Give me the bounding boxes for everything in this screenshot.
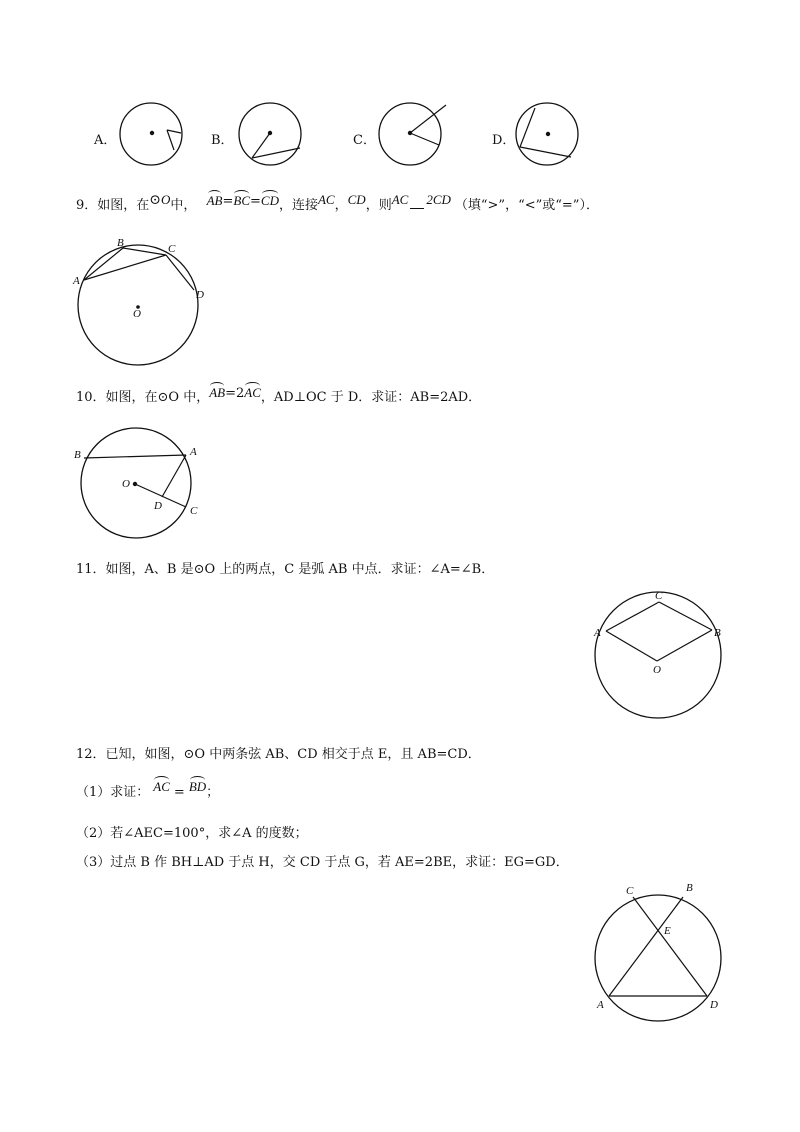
arc-cd: CD: [260, 193, 279, 208]
point-a-label: A: [597, 999, 604, 1011]
q9-text: [76, 192, 599, 214]
comma: ，: [334, 198, 348, 213]
option-d-label: D．: [492, 133, 516, 148]
q10-text: [76, 385, 482, 406]
point-b-label: B: [714, 627, 721, 639]
part1-prefix: （1）求证：: [76, 785, 150, 800]
option-c-label: C．: [353, 133, 376, 148]
option-a-label: A．: [94, 133, 117, 148]
q10-text-part: 10．如图，在⊙O 中，: [76, 390, 210, 405]
option-a-figure: [118, 100, 188, 170]
q9-text-part: 中，: [170, 198, 197, 213]
arc-ac: AC: [153, 779, 170, 794]
point-a-label: A: [190, 446, 197, 458]
q9-figure: [70, 238, 215, 368]
point-d-label: D: [154, 500, 162, 512]
circle-name: O: [161, 192, 171, 207]
point-c-label: C: [655, 590, 663, 602]
arc-ab: AB: [206, 193, 223, 208]
equals-sign: =: [250, 194, 261, 209]
option-b-figure: [236, 100, 306, 170]
q12-part3: （3）过点 B 作 BH⊥AD 于点 H，交 CD 于点 G，若 AE=2BE，求证：EG=GD．: [76, 855, 569, 870]
arc-bd: BD: [188, 779, 207, 794]
point-d-label: D: [710, 999, 718, 1011]
answer-blank[interactable]: [410, 208, 424, 209]
point-b-label: B: [117, 237, 124, 249]
q12-part2: （2）若∠AEC=100°，求∠A 的度数；: [76, 826, 308, 841]
option-c-figure: [376, 100, 456, 170]
q12-text: 12．已知，如图，⊙O 中两条弦 AB、CD 相交于点 E，且 AB=CD．: [76, 747, 481, 762]
q12-part1: [76, 779, 220, 801]
segment-ac: AC: [317, 192, 335, 207]
option-b-label: B．: [211, 133, 234, 148]
arc-ab: AB: [209, 385, 226, 400]
point-a-label: A: [73, 275, 80, 287]
option-d-figure: [513, 100, 583, 170]
circle-symbol: ⊙: [149, 192, 162, 208]
point-c-label: C: [626, 885, 634, 897]
question-number: 9．: [76, 198, 98, 213]
point-b-label: B: [686, 882, 693, 894]
point-o-label: O: [653, 664, 661, 676]
part1-suffix: ；: [206, 785, 220, 800]
segment-ac-2: AC: [391, 192, 409, 207]
q9-text-part: 如图，在: [97, 198, 150, 213]
segment-cd: CD: [347, 192, 366, 207]
equals-sign: =: [222, 194, 234, 209]
q9-text-tail: （填“>”，“<”或“=”）．: [454, 198, 599, 213]
q10-text-part: ，AD⊥OC 于 D．求证：AB=2AD．: [260, 390, 482, 405]
q11-text: 11．如图，A、B 是⊙O 上的两点，C 是弧 AB 中点．求证：∠A=∠B．: [76, 562, 495, 577]
q9-text-part: ，连接: [278, 198, 318, 213]
arc-ac: AC: [244, 385, 261, 400]
point-o-label: O: [122, 478, 130, 490]
point-b-label: B: [74, 449, 81, 461]
q9-text-part: ，则: [365, 198, 392, 213]
q12-figure: [586, 876, 736, 1026]
q10-figure: [72, 424, 212, 544]
point-e-label: E: [664, 925, 671, 937]
point-a-label: A: [594, 627, 601, 639]
point-c-label: C: [190, 505, 198, 517]
arc-bc: BC: [233, 193, 250, 208]
point-c-label: C: [168, 243, 176, 255]
q11-figure: [590, 586, 730, 726]
point-d-label: D: [196, 289, 204, 301]
equals-sign: =: [173, 785, 185, 800]
expression-2cd: 2CD: [426, 192, 451, 207]
point-o-label: O: [133, 308, 141, 320]
equals-two: =2: [225, 386, 245, 401]
